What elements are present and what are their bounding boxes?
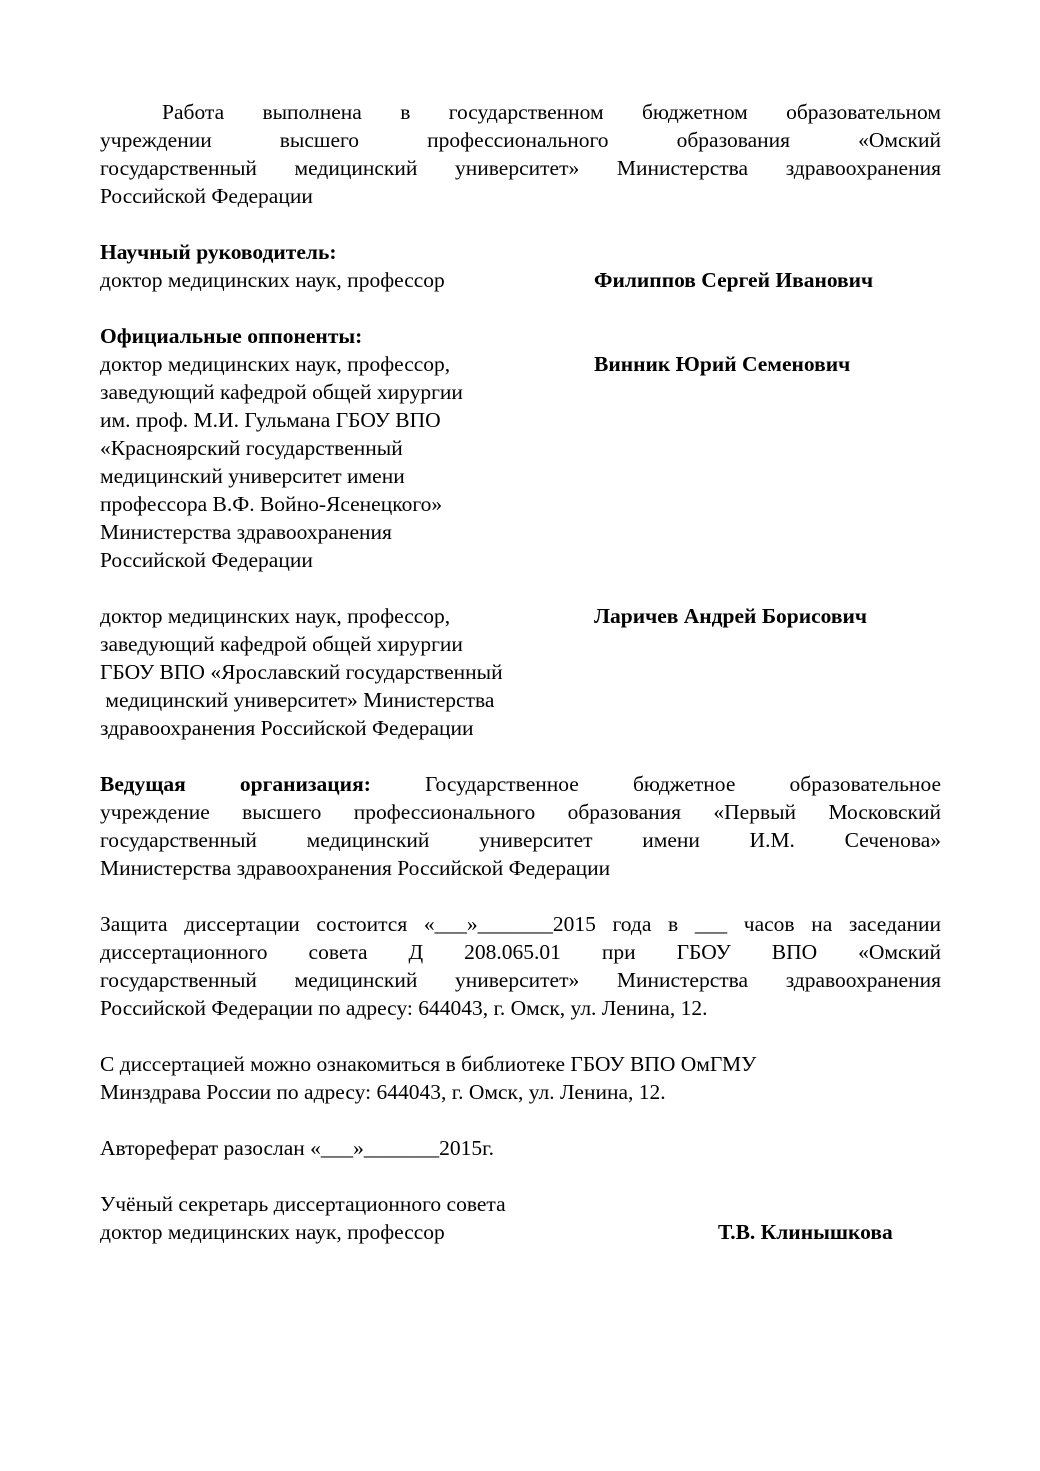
leading-org-paragraph — [100, 770, 941, 882]
supervisor-title: доктор медицинских наук, профессор — [100, 268, 445, 292]
defense-line: Защита диссертации состоится «___»_______2015 года в ___ часов на заседании — [100, 912, 941, 936]
opponent-line: доктор медицинских наук, профессор, — [100, 604, 451, 628]
opponent-line: Российской Федерации — [100, 548, 313, 572]
opponent-line: медицинский университет имени — [100, 464, 405, 488]
secretary-role: Учёный секретарь диссертационного совета — [100, 1192, 506, 1216]
secretary-section — [100, 1190, 941, 1246]
defense-paragraph — [100, 910, 941, 1022]
opponent-line: здравоохранения Российской Федерации — [100, 716, 474, 740]
secretary-name: Т.В. Клинышкова — [718, 1220, 893, 1244]
opponent-line: доктор медицинских наук, профессор, — [100, 352, 451, 376]
leading-org-line: учреждение высшего профессионального образования «Первый Московский — [100, 800, 941, 824]
leading-org-text: Государственное бюджетное образовательное — [425, 772, 941, 796]
defense-line: диссертационного совета Д 208.065.01 при ГБОУ ВПО «Омский — [100, 940, 941, 964]
defense-line: государственный медицинский университет» Министерства здравоохранения — [100, 968, 941, 992]
mailing-line: Автореферат разослан «___»_______2015г. — [100, 1136, 494, 1160]
opponent-first — [100, 350, 941, 574]
opponent-line: заведующий кафедрой общей хирургии — [100, 380, 463, 404]
opponents-heading: Официальные оппоненты: — [100, 324, 363, 348]
library-line: Минздрава России по адресу: 644043, г. Омск, ул. Ленина, 12. — [100, 1080, 666, 1104]
leading-org-line: Министерства здравоохранения Российской Федерации — [100, 856, 611, 880]
opponent-line: «Красноярский государственный — [100, 436, 403, 460]
opponent-line: им. проф. М.И. Гульмана ГБОУ ВПО — [100, 408, 441, 432]
supervisor-heading: Научный руководитель: — [100, 240, 337, 264]
document-page — [100, 98, 941, 1246]
supervisor-name: Филиппов Сергей Иванович — [594, 268, 874, 292]
opponents-section — [100, 322, 941, 742]
secretary-title: доктор медицинских наук, профессор — [100, 1220, 445, 1244]
opponent-line: медицинский университет» Министерства — [100, 688, 495, 712]
leading-org-first-line — [100, 770, 941, 798]
library-line: С диссертацией можно ознакомиться в библиотеке ГБОУ ВПО ОмГМУ — [100, 1052, 757, 1076]
intro-paragraph — [100, 98, 941, 210]
defense-line: Российской Федерации по адресу: 644043, г. Омск, ул. Ленина, 12. — [100, 996, 708, 1020]
intro-line: Работа выполнена в государственном бюджетном образовательном — [162, 100, 941, 124]
intro-line: учреждении высшего профессионального образования «Омский — [100, 128, 941, 152]
leading-org-line: государственный медицинский университет имени И.М. Сеченова» — [100, 828, 941, 852]
library-paragraph — [100, 1050, 941, 1106]
supervisor-section — [100, 238, 941, 294]
opponent-line: ГБОУ ВПО «Ярославский государственный — [100, 660, 503, 684]
opponent-line: Министерства здравоохранения — [100, 520, 392, 544]
leading-org-label: Ведущая организация: — [100, 772, 371, 796]
opponent-second-name: Ларичев Андрей Борисович — [594, 604, 868, 628]
opponent-line: заведующий кафедрой общей хирургии — [100, 632, 463, 656]
opponent-first-name: Винник Юрий Семенович — [594, 352, 851, 376]
opponent-line: профессора В.Ф. Войно-Ясенецкого» — [100, 492, 443, 516]
intro-line: государственный медицинский университет» Министерства здравоохранения — [100, 156, 941, 180]
opponent-second — [100, 602, 941, 742]
intro-line: Российской Федерации — [100, 184, 313, 208]
